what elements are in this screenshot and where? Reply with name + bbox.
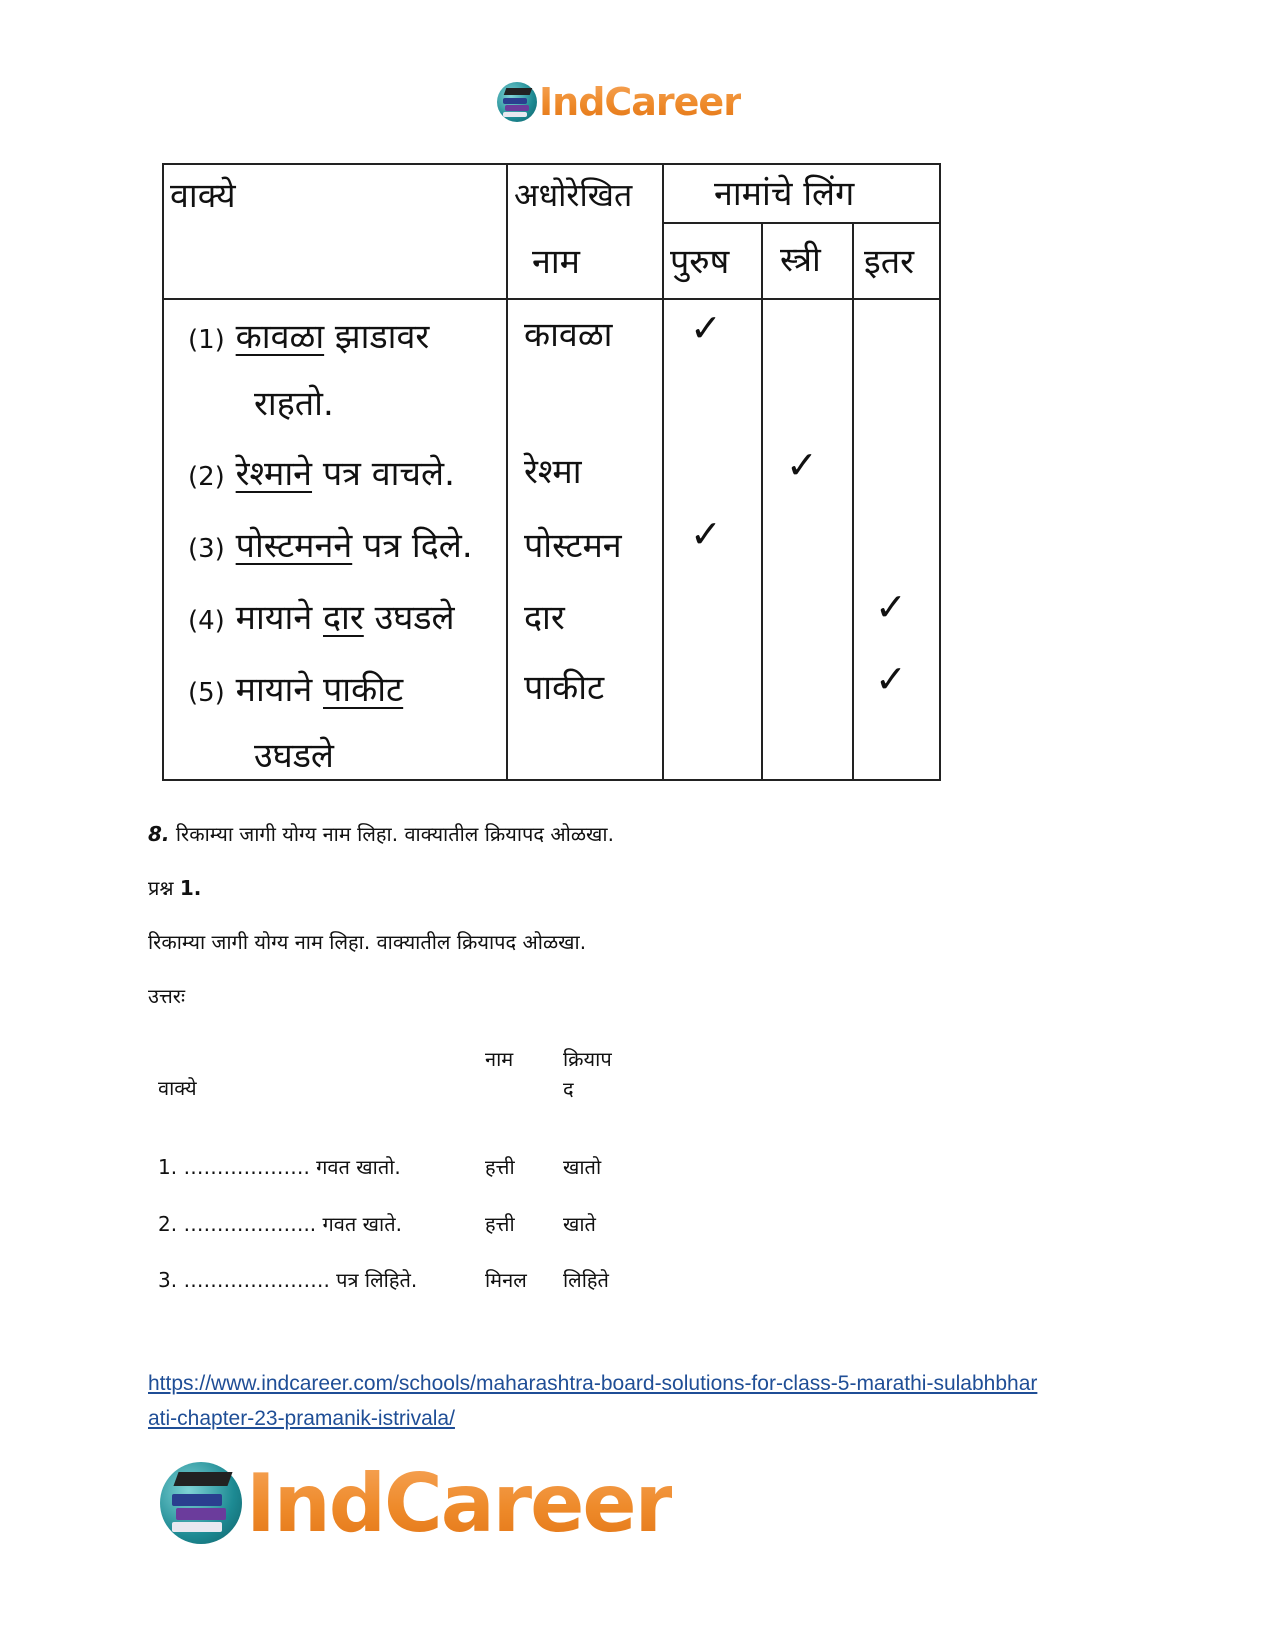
sentence-line2: उघडले [254, 736, 334, 776]
gender-table [162, 163, 941, 781]
row-number: (5) [188, 678, 225, 708]
answer-sentence: 2. ……………….. गवत खाते. [158, 1212, 402, 1236]
underlined-noun: पोस्टमनने [235, 526, 353, 566]
noun-cell: पाकीट [524, 668, 605, 708]
noun-cell: दार [524, 598, 565, 638]
question-number: 8. [148, 822, 170, 846]
header-sentences: वाक्ये [170, 176, 236, 216]
answer-noun: हत्ती [485, 1155, 515, 1179]
noun-cell: पोस्टमन [524, 526, 622, 566]
sentence-prefix: मायाने [235, 670, 323, 710]
indcareer-logo-top [497, 78, 741, 126]
answer-noun: मिनल [485, 1268, 527, 1292]
header-underlined-line1: अधोरेखित [514, 176, 633, 214]
sentence-rest: पत्र दिले. [352, 526, 473, 566]
row-number: (1) [188, 325, 225, 355]
prashna-line [148, 874, 201, 901]
question-title: रिकाम्या जागी योग्य नाम लिहा. वाक्यातील क्रियापद ओळखा. [175, 822, 614, 846]
header-masculine: पुरुष [670, 242, 730, 282]
check-icon: ✓ [875, 657, 907, 701]
answer-noun: हत्ती [485, 1212, 515, 1236]
globe-books-icon [497, 82, 537, 122]
answer-header-sentences: वाक्ये [158, 1076, 197, 1100]
answer-header-verb-line1: क्रियाप [563, 1047, 612, 1071]
question-prompt: रिकाम्या जागी योग्य नाम लिहा. वाक्यातील क्रियापद ओळखा. [148, 930, 587, 954]
header-underlined-line2: नाम [532, 242, 581, 282]
header-other: इतर [864, 242, 914, 282]
check-icon: ✓ [690, 512, 722, 556]
logo-text: IndCareer [246, 1456, 673, 1550]
answer-verb: लिहिते [563, 1268, 609, 1292]
answer-sentence: 1. ………………. गवत खातो. [158, 1155, 401, 1179]
answer-sentence: 3. …………………. पत्र लिहिते. [158, 1268, 418, 1292]
noun-cell: कावळा [524, 315, 613, 355]
row-number: (3) [188, 534, 225, 564]
source-link-line2[interactable]: ati-chapter-23-pramanik-istrivala/ [148, 1407, 455, 1430]
check-icon: ✓ [690, 306, 722, 350]
sentence-rest: उघडले [363, 598, 455, 638]
check-icon: ✓ [875, 585, 907, 629]
underlined-noun: पाकीट [323, 670, 404, 710]
answer-label: उत्तरः [148, 984, 185, 1008]
sentence-rest: पत्र वाचले. [312, 454, 455, 494]
underlined-noun: कावळा [235, 317, 325, 357]
sentence-rest: झाडावर [324, 317, 430, 357]
prashna-label: प्रश्न [148, 876, 174, 900]
indcareer-logo-bottom [160, 1455, 672, 1551]
globe-books-icon [160, 1462, 242, 1544]
sentence-line2: राहतो. [254, 384, 334, 424]
source-link-line1[interactable]: https://www.indcareer.com/schools/maharashtra-board-solutions-for-class-5-marathi-sulabhbhar [148, 1372, 1038, 1395]
sentence-prefix: मायाने [235, 598, 323, 638]
check-icon: ✓ [786, 443, 818, 487]
underlined-noun: दार [323, 598, 364, 638]
answer-verb: खातो [563, 1155, 602, 1179]
row-number: (2) [188, 462, 225, 492]
header-feminine: स्त्री [780, 240, 821, 280]
question-heading [148, 820, 614, 847]
answer-header-verb-line2: द [563, 1077, 574, 1101]
answer-header-noun: नाम [485, 1047, 514, 1071]
noun-cell: रेश्मा [524, 452, 582, 492]
row-number: (4) [188, 606, 225, 636]
logo-text: IndCareer [539, 80, 741, 124]
underlined-noun: रेश्माने [235, 454, 313, 494]
header-gender-group: नामांचे लिंग [714, 174, 855, 214]
answer-verb: खाते [563, 1212, 596, 1236]
prashna-number: 1. [179, 876, 202, 900]
